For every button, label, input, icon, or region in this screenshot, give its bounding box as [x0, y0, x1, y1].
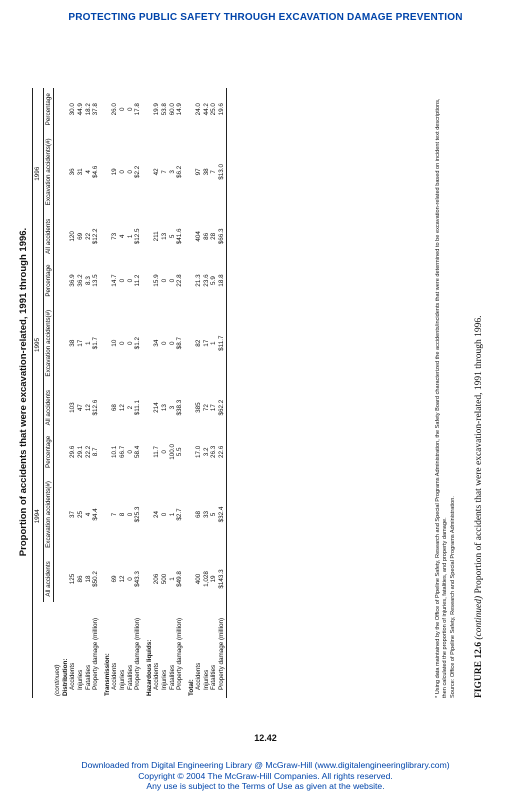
col-header: Percentage [43, 431, 54, 473]
table-cell: 11.2 [134, 274, 142, 287]
table-cell: 17 [76, 339, 84, 347]
table-cell: 18.8 [218, 259, 226, 301]
running-header: PROTECTING PUBLIC SAFETY THROUGH EXCAVATION DAMAGE PREVENTION [68, 12, 463, 23]
year-header: 1995 [33, 259, 44, 430]
table-cell: 13 [160, 232, 168, 240]
table-cell: 10.1 [111, 445, 119, 458]
table-cell: 60.0 [168, 103, 176, 116]
table-cell: $62.2 [218, 385, 226, 431]
row-label: Property damage (million) [92, 617, 100, 690]
col-header: Percentage [43, 259, 54, 301]
table-cell: 31 [76, 168, 84, 176]
table-cell: 0 [118, 170, 126, 174]
table-cell: 53.8 [160, 103, 168, 116]
table-cell: 3 [168, 405, 176, 410]
table-cell: 26.3 [210, 445, 218, 458]
table-cell: $50.2 [92, 571, 100, 587]
table-cell: $41.6 [176, 228, 184, 245]
table-cell: 1,028 [202, 571, 210, 587]
table-cell: 0 [126, 450, 134, 454]
rotated-figure [14, 62, 514, 722]
table-cell: 86 [76, 575, 84, 583]
table-cell: 19 [111, 168, 119, 176]
table-cell: 4 [118, 234, 126, 239]
row-label: Property damage (million) [218, 602, 226, 698]
table-cell: 24 [153, 510, 161, 518]
col-header: Excavation accidents(#) [43, 130, 54, 213]
table-cell: 11.7 [153, 445, 161, 458]
table-cell: 10 [111, 339, 119, 347]
table-cell: 18 [84, 575, 92, 583]
row-label: Injuries [160, 669, 168, 690]
row-label: Accidents [195, 662, 203, 690]
table-cell: $4.6 [92, 165, 100, 179]
table-cell: 97 [195, 168, 203, 176]
table-cell: 15.9 [153, 274, 161, 287]
row-label: Injuries [118, 669, 126, 690]
table-row [218, 88, 226, 698]
table-cell: 3.2 [202, 447, 210, 457]
table-cell: 38 [202, 168, 210, 176]
table-cell: 214 [153, 402, 161, 413]
table-cell: 211 [153, 231, 161, 242]
table-row [77, 88, 85, 698]
table-cell: 58.4 [134, 445, 142, 458]
table-cell: 17.8 [134, 103, 142, 116]
table-cell: 22 [84, 232, 92, 240]
col-header: All accidents [43, 213, 54, 259]
table-cell: 0 [126, 577, 134, 581]
table-cell: 68 [111, 404, 119, 412]
continued-label: (continued) [54, 664, 62, 696]
table-cell: 22.6 [218, 431, 226, 473]
col-header: All accidents [43, 556, 54, 602]
table-row [176, 88, 184, 698]
table-cell: 23.6 [202, 274, 210, 287]
table-cell: 0 [160, 450, 168, 454]
year-header: 1996 [33, 88, 44, 259]
col-header: Percentage [43, 88, 54, 130]
table-row [195, 88, 203, 698]
table-cell: 0 [126, 512, 134, 517]
table-cell: 120 [69, 231, 77, 242]
table-cell: 0 [160, 341, 168, 345]
table-cell: 36 [69, 168, 77, 176]
table-cell: 0 [160, 512, 168, 517]
table-cell: 44.2 [202, 103, 210, 116]
data-table [32, 88, 227, 698]
table-title: Proportion of accidents that were excavation-related, 1991 through 1996. [18, 227, 29, 557]
table-row [127, 88, 135, 698]
table-cell: 1 [84, 341, 92, 345]
table-cell: 8.3 [84, 276, 92, 285]
table-cell: 0 [126, 341, 134, 345]
table-cell: 3 [168, 170, 176, 174]
table-cell: 14.7 [111, 274, 119, 287]
table-cell: 0 [118, 341, 126, 345]
table-cell: 206 [153, 573, 161, 585]
table-cell: 86 [202, 232, 210, 240]
table-cell: 7 [111, 512, 119, 517]
table-cell: 14.9 [176, 103, 184, 116]
table-cell: 37 [69, 510, 77, 518]
table-cell: 73 [111, 232, 119, 240]
table-cell: 37.8 [92, 103, 100, 116]
figure-continued: (continued) [474, 595, 484, 640]
row-label: Accidents [111, 662, 119, 690]
table-cell: $25.3 [134, 506, 142, 523]
table-cell: $1.2 [134, 337, 142, 350]
table-row [153, 88, 161, 698]
table-footnote: * Using data maintained by the Office of Pipeline Safety, Research and Special Programs Administration, the Safety Board characterized the accidents/incidents that were determined to be excavation-related based on incident text descriptions, then calculated the proportion of injuries, fatalities, and property damage. [435, 98, 448, 698]
table-cell: 18.2 [84, 103, 92, 116]
table-cell: 2 [126, 405, 134, 410]
table-cell: 19 [210, 575, 218, 583]
table-cell: 0 [118, 278, 126, 283]
section-heading: Total: [187, 679, 195, 696]
table-cell: 5 [210, 512, 218, 517]
table-cell: 22.8 [176, 274, 184, 287]
table-cell: 36.2 [76, 274, 84, 287]
table-cell: $66.3 [218, 213, 226, 259]
table-cell: 17.0 [195, 445, 203, 458]
table-cell: $12.2 [92, 228, 100, 245]
table-cell: 68 [195, 510, 203, 518]
table-row [69, 88, 77, 698]
table-cell: 1 [126, 234, 134, 239]
download-footer [0, 760, 531, 792]
table-cell: 4 [84, 170, 92, 174]
col-header: All accidents [43, 385, 54, 431]
blank-header [33, 602, 54, 698]
page-number: 12.42 [254, 733, 277, 743]
table-cell: 22.2 [84, 445, 92, 458]
table-cell: $4.4 [92, 508, 100, 521]
figure-caption [474, 88, 484, 698]
table-cell: 19.9 [153, 103, 161, 116]
col-header: Excavation accidents(#) [43, 473, 54, 556]
table-cell: 66.7 [118, 445, 126, 458]
table-cell: $13.0 [218, 130, 226, 213]
table-cell: 42 [153, 168, 161, 176]
row-label: Injuries [202, 669, 210, 690]
table-cell: 100.0 [168, 443, 176, 460]
table-cell: 1 [210, 341, 218, 345]
table-cell: 72 [202, 404, 210, 412]
table-cell: 69 [111, 575, 119, 583]
table-cell: 26.0 [111, 103, 119, 116]
table-cell: 1 [168, 577, 176, 581]
table-cell: $6.2 [176, 165, 184, 179]
table-cell: 0 [126, 278, 134, 283]
table-row [85, 88, 93, 698]
table-cell: 0 [160, 278, 168, 283]
table-cell: 103 [69, 402, 77, 413]
table-cell: 13 [160, 404, 168, 412]
table-row [111, 88, 119, 698]
table-cell: 0 [126, 107, 134, 111]
row-label: Accidents [153, 662, 161, 690]
col-header: Excavation accidents(#) [43, 302, 54, 385]
table-cell: 0 [118, 107, 126, 111]
table-cell: 19.6 [218, 88, 226, 130]
table-cell: 1 [168, 512, 176, 517]
table-row [210, 88, 218, 698]
section-heading: Distribution: [61, 658, 69, 696]
row-label: Injuries [76, 669, 84, 690]
section-heading: Hazardous liquids: [145, 639, 153, 696]
year-header: 1994 [33, 431, 44, 602]
row-label: Property damage (million) [134, 617, 142, 690]
table-cell: 44.9 [76, 103, 84, 116]
table-cell: 12 [84, 404, 92, 412]
row-label: Fatalities [168, 664, 176, 690]
table-cell: $2.7 [176, 508, 184, 521]
table-row [169, 88, 177, 698]
table-cell: 34 [153, 339, 161, 347]
table-cell: $11.7 [218, 302, 226, 385]
figure-label: FIGURE 12.6 [474, 642, 484, 698]
table-cell: 29.6 [69, 445, 77, 458]
table-cell: $143.3 [218, 556, 226, 602]
table-cell: 7 [160, 170, 168, 174]
table-cell: 12 [118, 575, 126, 583]
table-cell: $49.8 [176, 571, 184, 587]
row-label: Fatalities [84, 664, 92, 690]
figure-caption-text: Proportion of accidents that were excavation-related, 1991 through 1996. [474, 315, 484, 594]
table-cell: 0 [168, 341, 176, 345]
table-cell: 8 [118, 512, 126, 517]
table-source-note: Source: Office of Pipeline Safety, Research and Special Programs Administration. [450, 496, 456, 698]
table-cell: $12.6 [92, 399, 100, 416]
footer-line: Copyright © 2004 The McGraw-Hill Companies. All rights reserved. [138, 770, 393, 781]
table-row [119, 88, 127, 698]
table-cell: 8.7 [92, 447, 100, 457]
table-cell: $32.4 [218, 473, 226, 556]
table-cell: 400 [195, 573, 203, 585]
table-row [161, 88, 169, 698]
table-cell: 25 [76, 510, 84, 518]
table-cell: 0 [168, 278, 176, 283]
table-cell: 33 [202, 510, 210, 518]
table-cell: 47 [76, 404, 84, 412]
table-cell: 0 [126, 170, 134, 174]
table-cell: $8.7 [176, 337, 184, 350]
table-cell: 13.5 [92, 274, 100, 287]
table-cell: 5 [168, 234, 176, 239]
table-cell: $1.7 [92, 337, 100, 350]
table-row [134, 88, 142, 698]
row-label: Property damage (million) [176, 617, 184, 690]
table-cell: $38.3 [176, 399, 184, 416]
table-cell: 5.5 [176, 447, 184, 457]
table-cell: 36.9 [69, 274, 77, 287]
row-label: Fatalities [210, 664, 218, 690]
table-cell: 30.0 [69, 103, 77, 116]
table-cell: 28 [210, 232, 218, 240]
row-label: Fatalities [126, 664, 134, 690]
table-cell: $11.1 [134, 400, 142, 416]
table-cell: 38 [69, 339, 77, 347]
table-cell: 385 [195, 402, 203, 413]
table-row [92, 88, 100, 698]
table-row [203, 88, 211, 698]
table-cell: 82 [195, 339, 203, 347]
table-cell: 4 [84, 512, 92, 517]
table-cell: 404 [195, 231, 203, 242]
table-cell: 25.0 [210, 103, 218, 116]
table-cell: 125 [69, 573, 77, 585]
table-cell: 24.0 [195, 103, 203, 116]
table-cell: 21.3 [195, 274, 203, 287]
row-label: Accidents [69, 662, 77, 690]
table-cell: 29.1 [76, 445, 84, 458]
table-cell: $2.2 [134, 165, 142, 179]
table-cell: 12 [118, 404, 126, 412]
table-cell: $12.5 [134, 228, 142, 245]
table-cell: 7 [210, 170, 218, 174]
table-cell: 17 [210, 404, 218, 412]
table-cell: 69 [76, 232, 84, 240]
table-cell: $43.3 [134, 571, 142, 587]
section-heading: Transmission: [103, 653, 111, 696]
table-cell: 5.9 [210, 276, 218, 285]
table-cell: 500 [160, 573, 168, 585]
footer-line: Downloaded from Digital Engineering Library @ McGraw-Hill (www.digitalengineeringlibrary.com) [81, 760, 450, 770]
table-cell: 17 [202, 339, 210, 347]
footer-line: Any use is subject to the Terms of Use as given at the website. [146, 781, 385, 791]
